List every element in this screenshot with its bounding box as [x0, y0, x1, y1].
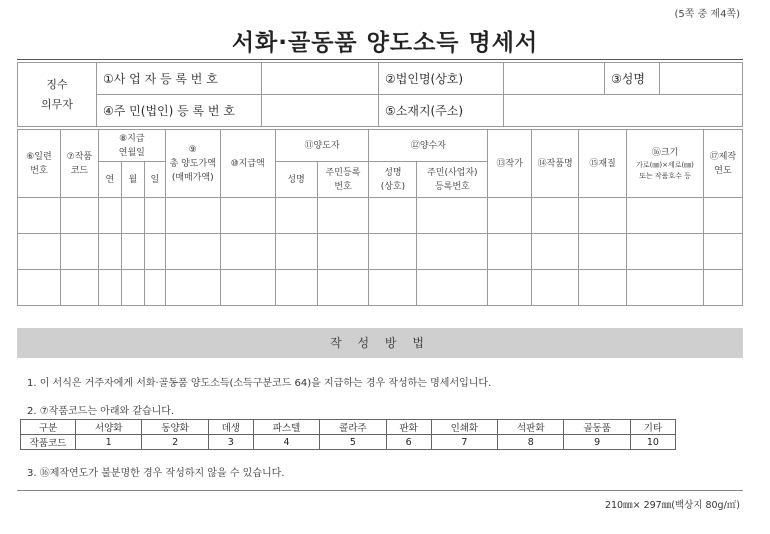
resident-no-field[interactable] [262, 95, 379, 127]
code-table-code-row: 작품코드 1 2 3 4 5 6 7 8 9 10 [21, 435, 676, 450]
day-header: 일 [144, 162, 165, 198]
transferee-id-header: 주민(사업자) 등록번호 [417, 162, 488, 198]
divider [17, 490, 743, 491]
address-label: ⑤소재지(주소) [379, 95, 504, 127]
resident-no-label: ④주 민(법인) 등 록 번 호 [97, 95, 262, 127]
artist-header: ⑬작가 [488, 130, 532, 198]
code-table [20, 419, 676, 450]
transferor-header: ⑪양도자 [275, 130, 369, 162]
pay-date-header: ⑧지급 연월일 [98, 130, 165, 162]
page-title: 서화·골동품 양도소득 명세서 [231, 30, 539, 56]
year-made-header: ⑰제작 연도 [703, 130, 742, 198]
payer-info-table [17, 62, 743, 127]
detail-table [17, 129, 743, 306]
size-header: ⑯크기 가로(㎜)×세로(㎜) 또는 작품호수 등 [627, 130, 704, 198]
serial-header: ⑥일련 번호 [18, 130, 61, 198]
code-table-kind-row: 구분 서양화 동양화 데생 파스텔 콜라주 판화 인쇄화 석판화 골동품 기타 [21, 420, 676, 435]
biz-reg-no-label: ①사 업 자 등 록 번 호 [97, 63, 262, 95]
method-section-title: 작 성 방 법 [17, 328, 743, 358]
biz-reg-no-field[interactable] [262, 63, 379, 95]
corp-name-label: ②법인명(상호) [379, 63, 504, 95]
name-field[interactable] [660, 63, 743, 95]
transferee-name-header: 성명 (상호) [369, 162, 417, 198]
pay-amount-header: ⑩지급액 [220, 130, 275, 198]
transferee-header: ⑫양수자 [369, 130, 488, 162]
table-row [18, 234, 743, 270]
year-header: 연 [98, 162, 121, 198]
payer-label: 징수 의무자 [18, 63, 97, 127]
corp-name-field[interactable] [504, 63, 605, 95]
transferor-name-header: 성명 [275, 162, 317, 198]
transferor-id-header: 주민등록 번호 [317, 162, 369, 198]
page-number: (5쪽 중 제4쪽) [674, 9, 740, 20]
total-price-header: ⑨ 총 양도가액 (매매가액) [165, 130, 220, 198]
paper-spec: 210㎜× 297㎜(백상지 80g/㎡) [604, 500, 740, 511]
instruction-2: 2. ⑦작품코드는 아래와 같습니다. [27, 406, 175, 417]
table-row [18, 198, 743, 234]
address-field[interactable] [504, 95, 743, 127]
work-name-header: ⑭작품명 [532, 130, 579, 198]
table-row [18, 270, 743, 306]
month-header: 월 [121, 162, 144, 198]
instruction-1: 1. 이 서식은 거주자에게 서화·골동품 양도소득(소득구분코드 64)을 지급하는 경우 작성하는 명세서입니다. [27, 378, 492, 389]
material-header: ⑮재질 [579, 130, 627, 198]
divider [17, 59, 743, 60]
instruction-3: 3. ⑯제작연도가 불분명한 경우 작성하지 않을 수 있습니다. [27, 468, 285, 479]
name-label: ③성명 [605, 63, 660, 95]
item-code-header: ⑦작품 코드 [60, 130, 98, 198]
